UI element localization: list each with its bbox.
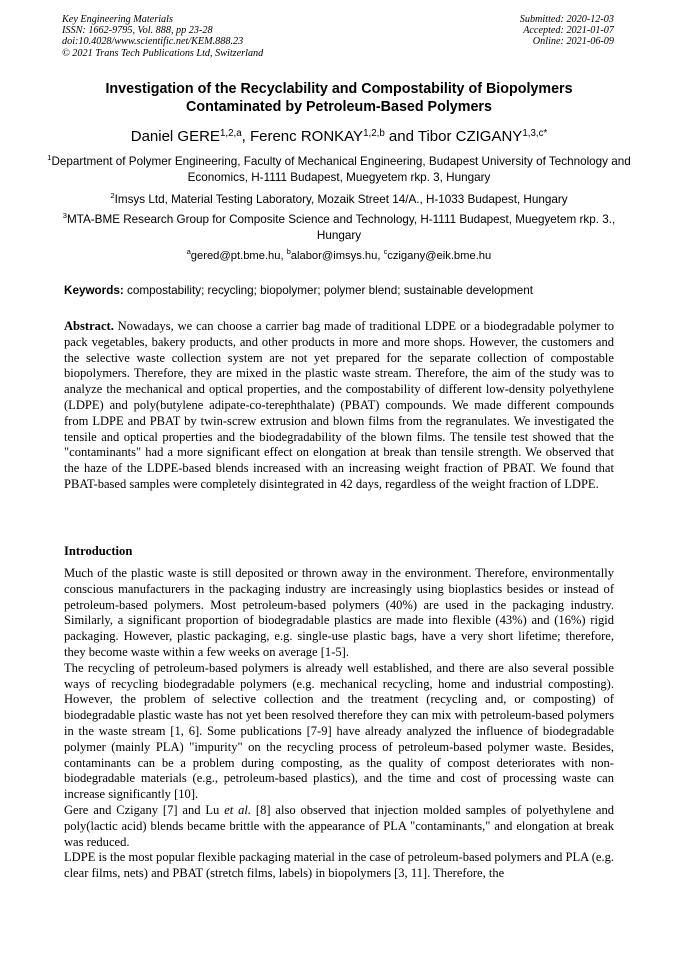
journal-copyright: © 2021 Trans Tech Publications Ltd, Switzerland [62, 47, 264, 59]
email-address[interactable]: alabor@imsys.hu, [290, 250, 384, 262]
paragraph-italic: et al. [224, 802, 252, 817]
email-address[interactable]: gered@pt.bme.hu, [190, 250, 287, 262]
submitted-date: Submitted: 2020-12-03 [519, 14, 614, 25]
keywords-label: Keywords: [64, 284, 124, 297]
author-name: Daniel GERE [130, 128, 220, 145]
accepted-date: Accepted: 2021-01-07 [523, 25, 614, 37]
affiliation-number: 2 [110, 191, 115, 200]
paper-title [40, 80, 638, 116]
author-name: Tibor CZIGANY [417, 128, 523, 145]
author-affiliation-mark: 1,3,c* [522, 128, 548, 139]
paragraph-text: Gere and Czigany [7] and Lu [64, 802, 225, 817]
abstract-label: Abstract. [64, 319, 114, 333]
author-affiliation-mark: 1,2,b [363, 128, 385, 139]
affiliation-number: 3 [62, 211, 67, 220]
affiliation-text: Imsys Ltd, Material Testing Laboratory, Mozaik Street 14/A., H-1033 Budapest, Hungary [114, 193, 568, 206]
affiliation-1 [40, 154, 638, 186]
affiliation-number: 1 [47, 153, 52, 162]
journal-issn: ISSN: 1662-9795, Vol. 888, pp 23-28 [62, 25, 213, 37]
author-name: Ferenc RONKAY [249, 128, 364, 145]
affiliation-text: MTA-BME Research Group for Composite Science and Technology, H-1111 Budapest, Muegyetem rkp. 3., Hungary [66, 213, 616, 242]
title-line-1: Investigation of the Recyclability and Compostability of Biopolymers [105, 81, 573, 97]
email-mark: a [186, 247, 191, 256]
journal-name: Key Engineering Materials [62, 14, 173, 25]
affiliation-text: Department of Polymer Engineering, Faculty of Mechanical Engineering, Budapest University of Technology and Economics, H-1111 Budapest, Muegyetem rkp. 3, Hungary [51, 155, 631, 184]
online-date: Online: 2021-06-09 [532, 36, 614, 48]
submission-dates [520, 14, 614, 48]
introduction-body [64, 566, 614, 882]
title-line-2: Contaminated by Petroleum-Based Polymers [186, 99, 492, 115]
author-separator: and [384, 128, 418, 145]
author-list [20, 128, 658, 146]
journal-doi: doi:10.4028/www.scientific.net/KEM.888.23 [62, 36, 244, 48]
paragraph [64, 803, 614, 850]
keywords-text: compostability; recycling; biopolymer; polymer blend; sustainable development [123, 284, 534, 297]
affiliation-3 [40, 212, 638, 244]
email-address[interactable]: czigany@eik.bme.hu [387, 250, 492, 262]
section-heading-introduction: Introduction [64, 544, 133, 558]
abstract [64, 319, 614, 493]
paragraph: LDPE is the most popular flexible packaging material in the case of petroleum-based polymers and PLA (e.g. clear films, nets) and PBAT (stretch films, labels) in biopolymers [3, 11]. Therefore, the [64, 850, 614, 881]
email-mark: c [383, 247, 388, 256]
abstract-text: Nowadays, we can choose a carrier bag made of traditional LDPE or a biodegradable polymer to pack vegetables, bakery products, and other products in more and more shops. However, the customers and the selective waste collection system are not yet prepared for the separate collection of compostable biopolymers. Therefore, they are mixed in the plastic waste stream. Therefore, the aim of the study was to analyze the mechanical and optical properties, and the compostability of different low-density polyethylene (LDPE) and poly(butylene adipate-co-terephthalate) (PBAT) compounds. We made different compounds from LDPE and PBAT by twin-screw extrusion and blown films from the regranulates. We investigated the tensile and optical properties and the biodegradability of the blown films. The tensile test showed that the "contaminants" had a more significant effect on elongation at break than tensile strength. We observed that the haze of the LDPE-based blends increased with an increasing weight fraction of PBAT. We found that PBAT-based samples were completely disintegrated in 42 days, regardless of the weight fraction of LDPE. [64, 319, 614, 491]
paragraph: The recycling of petroleum-based polymers is already well established, and there are also several possible ways of recycling biodegradable polymers (e.g. mechanical recycling, home and industrial composting). However, the problem of selective collection and the treatment (recycling and, or composting) of biodegradable plastic waste has not yet been resolved therefore they can mix with petroleum-based polymers in the waste stream [1, 6]. Some publications [7-9] have already analyzed the influence of biodegradable polymer (mainly PLA) "impurity" on the recycling process of petroleum-based polymer waste. Besides, contaminants can be a problem during composting, as the quality of compost deteriorates with non-biodegradable materials (e.g., petroleum-based plastics), and the time and cost of processing waste can increase significantly [10]. [64, 660, 614, 802]
author-separator: , [241, 128, 250, 145]
journal-info [62, 14, 263, 59]
email-mark: b [286, 247, 291, 256]
paragraph: Much of the plastic waste is still deposited or thrown away in the environment. Therefore, environmentally conscious manufacturers in the packaging industry are increasingly using bioplastics besides or instead of petroleum-based polymers. Most petroleum-based polymers (40%) are used in the packaging industry. Similarly, a significant proportion of biodegradable plastics are made into flexible (43%) and (16%) rigid packaging. However, plastic packaging, e.g. single-use plastic bags, have a very short lifetime; therefore, they become waste within a few weeks on average [1-5]. [64, 566, 614, 659]
email-list [40, 248, 638, 264]
affiliation-2 [40, 192, 638, 208]
author-affiliation-mark: 1,2,a [219, 128, 242, 139]
keywords [64, 283, 616, 299]
paragraph-text: [8] also observed that injection molded samples of polyethylene and poly(lactic acid) blends became brittle with the appearance of PLA "contaminants," and elongation at break was reduced. [64, 802, 614, 849]
